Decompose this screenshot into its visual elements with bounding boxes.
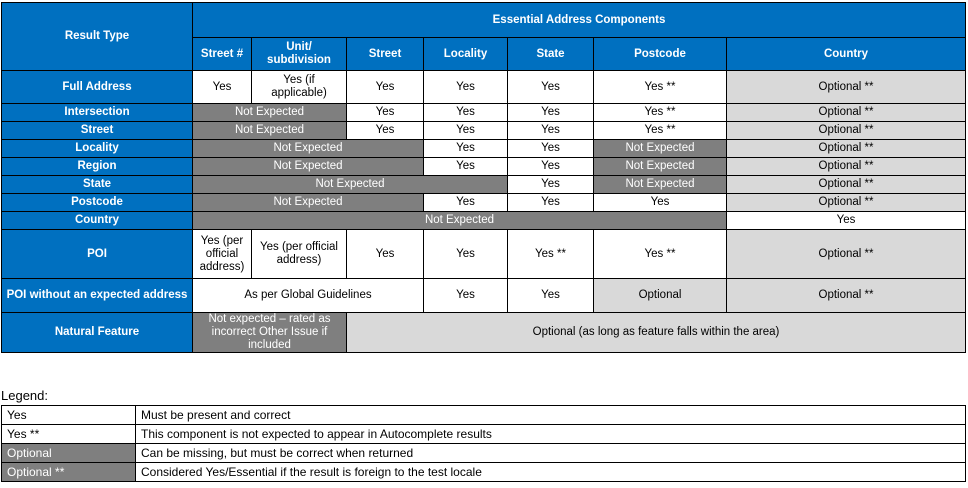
address-components-table [1, 2, 966, 353]
cell-state: Yes [508, 176, 594, 194]
row-natural-feature [2, 313, 966, 353]
row-street [2, 122, 966, 140]
legend-key: Yes ** [2, 425, 136, 444]
cell-postcode: Yes ** [594, 122, 727, 140]
cell-country: Yes [727, 212, 966, 230]
cell-street-number: Yes (per official address) [193, 230, 252, 279]
cell-street: Yes [347, 104, 424, 122]
legend-table [1, 405, 966, 482]
header-result-type: Result Type [2, 3, 193, 71]
cell-not-expected: Not Expected [193, 212, 727, 230]
cell-country: Optional ** [727, 158, 966, 176]
row-poi-without-address [2, 279, 966, 313]
row-intersection [2, 104, 966, 122]
cell-postcode: Yes ** [594, 230, 727, 279]
cell-country: Optional ** [727, 176, 966, 194]
cell-unit: Yes (per official address) [252, 230, 347, 279]
cell-country: Optional ** [727, 71, 966, 104]
cell-not-expected: Not Expected [193, 140, 424, 158]
cell-locality: Yes [424, 71, 508, 104]
cell-locality: Yes [424, 122, 508, 140]
cell-country: Optional ** [727, 279, 966, 313]
cell-street: Yes [347, 71, 424, 104]
cell-postcode: Not Expected [594, 176, 727, 194]
row-label: State [2, 176, 193, 194]
cell-global-guidelines: As per Global Guidelines [193, 279, 424, 313]
header-street: Street [347, 38, 424, 71]
legend-title: Legend: [1, 388, 48, 403]
row-label: Natural Feature [2, 313, 193, 353]
cell-state: Yes [508, 279, 594, 313]
row-label: Intersection [2, 104, 193, 122]
cell-state: Yes [508, 158, 594, 176]
cell-not-expected: Not Expected [193, 122, 347, 140]
legend-row [2, 463, 966, 482]
cell-state: Yes [508, 140, 594, 158]
cell-street-number: Yes [193, 71, 252, 104]
cell-postcode: Yes [594, 194, 727, 212]
cell-state: Yes [508, 71, 594, 104]
cell-not-expected: Not Expected [193, 158, 424, 176]
header-locality: Locality [424, 38, 508, 71]
row-label: Full Address [2, 71, 193, 104]
row-label: POI [2, 230, 193, 279]
row-locality [2, 140, 966, 158]
legend-row [2, 425, 966, 444]
legend-desc: Can be missing, but must be correct when returned [136, 444, 966, 463]
cell-street: Yes [347, 230, 424, 279]
cell-not-expected: Not Expected [193, 176, 508, 194]
row-region [2, 158, 966, 176]
legend-desc: Must be present and correct [136, 406, 966, 425]
cell-locality: Yes [424, 140, 508, 158]
header-postcode: Postcode [594, 38, 727, 71]
row-label: POI without an expected address [2, 279, 193, 313]
cell-state: Yes ** [508, 230, 594, 279]
cell-postcode: Optional [594, 279, 727, 313]
cell-not-expected: Not Expected [193, 194, 424, 212]
cell-postcode: Yes ** [594, 71, 727, 104]
legend-desc: This component is not expected to appear in Autocomplete results [136, 425, 966, 444]
cell-postcode: Not Expected [594, 158, 727, 176]
cell-postcode: Not Expected [594, 140, 727, 158]
row-poi [2, 230, 966, 279]
legend-key: Optional [2, 444, 136, 463]
legend-row [2, 444, 966, 463]
cell-locality: Yes [424, 194, 508, 212]
header-unit-subdivision: Unit/ subdivision [252, 38, 347, 71]
legend-key: Optional ** [2, 463, 136, 482]
row-label: Postcode [2, 194, 193, 212]
cell-not-expected: Not expected – rated as incorrect Other Issue if included [193, 313, 347, 353]
row-postcode [2, 194, 966, 212]
legend-desc: Considered Yes/Essential if the result is foreign to the test locale [136, 463, 966, 482]
row-label: Locality [2, 140, 193, 158]
cell-country: Optional ** [727, 104, 966, 122]
header-street-number: Street # [193, 38, 252, 71]
cell-state: Yes [508, 194, 594, 212]
cell-unit: Yes (if applicable) [252, 71, 347, 104]
cell-country: Optional ** [727, 122, 966, 140]
legend-row [2, 406, 966, 425]
cell-state: Yes [508, 122, 594, 140]
cell-locality: Yes [424, 279, 508, 313]
cell-country: Optional ** [727, 194, 966, 212]
row-country [2, 212, 966, 230]
legend-key: Yes [2, 406, 136, 425]
cell-postcode: Yes ** [594, 104, 727, 122]
cell-locality: Yes [424, 104, 508, 122]
row-label: Region [2, 158, 193, 176]
header-country: Country [727, 38, 966, 71]
cell-street: Yes [347, 122, 424, 140]
row-full-address [2, 71, 966, 104]
cell-optional: Optional (as long as feature falls within the area) [347, 313, 966, 353]
row-label: Country [2, 212, 193, 230]
header-state: State [508, 38, 594, 71]
cell-not-expected: Not Expected [193, 104, 347, 122]
cell-locality: Yes [424, 230, 508, 279]
cell-state: Yes [508, 104, 594, 122]
cell-locality: Yes [424, 158, 508, 176]
cell-country: Optional ** [727, 230, 966, 279]
header-essential-components: Essential Address Components [193, 3, 966, 38]
cell-country: Optional ** [727, 140, 966, 158]
row-label: Street [2, 122, 193, 140]
row-state [2, 176, 966, 194]
